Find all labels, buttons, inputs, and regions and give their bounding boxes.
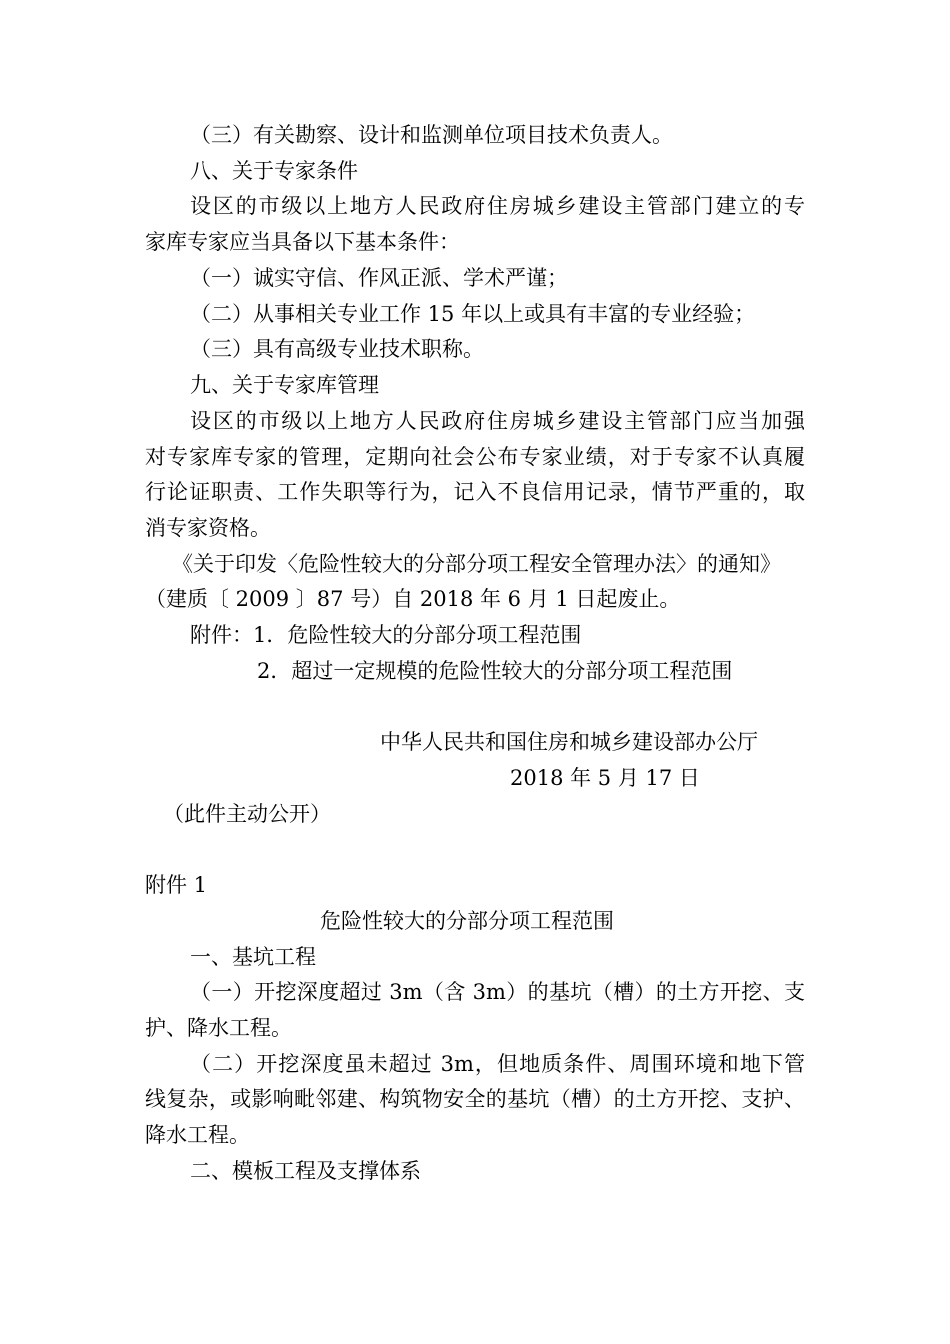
text-line: 对专家库专家的管理，定期向社会公布专家业绩，对于专家不认真履: [145, 445, 805, 469]
text-line: （一）诚实守信、作风正派、学术严谨；: [190, 266, 568, 290]
text-line: 降水工程。: [145, 1123, 250, 1147]
text-line: （二）从事相关专业工作 15 年以上或具有丰富的专业经验；: [190, 302, 756, 326]
text-line: 线复杂，或影响毗邻建、构筑物安全的基坑（槽）的土方开挖、支护、: [145, 1087, 805, 1111]
text-line: 设区的市级以上地方人民政府住房城乡建设主管部门应当加强: [190, 409, 805, 433]
section-heading: 八、关于专家条件: [190, 159, 358, 183]
text-line: （三）具有高级专业技术职称。: [190, 337, 484, 361]
text-line: 家库专家应当具备以下基本条件：: [145, 230, 460, 254]
attachment-label: 附件 1: [145, 873, 208, 897]
text-line: 《关于印发〈危险性较大的分部分项工程安全管理办法〉的通知》: [172, 552, 781, 576]
issuer-name: 中华人民共和国住房和城乡建设部办公厅: [380, 730, 758, 754]
text-line: （三）有关勘察、设计和监测单位项目技术负责人。: [190, 123, 673, 147]
text-line: （二）开挖深度虽未超过 3m，但地质条件、周围环境和地下管: [190, 1052, 805, 1076]
text-line: 消专家资格。: [145, 516, 271, 540]
attachment-list: 附件：1．危险性较大的分部分项工程范围: [190, 623, 582, 647]
text-line: （一）开挖深度超过 3m（含 3m）的基坑（槽）的土方开挖、支: [190, 980, 805, 1004]
text-line: （建质〔 2009 〕87 号）自 2018 年 6 月 1 日起废止。: [145, 587, 681, 611]
section-heading: 二、模板工程及支撑体系: [190, 1159, 421, 1183]
text-line: 设区的市级以上地方人民政府住房城乡建设主管部门建立的专: [190, 194, 805, 218]
disclosure-note: （此件主动公开）: [163, 802, 331, 826]
section-heading: 九、关于专家库管理: [190, 373, 379, 397]
text-line: 护、降水工程。: [145, 1016, 292, 1040]
section-heading: 一、基坑工程: [190, 945, 316, 969]
attachment-list: 2．超过一定规模的危险性较大的分部分项工程范围: [257, 659, 733, 683]
issue-date: 2018 年 5 月 17 日: [510, 766, 700, 790]
text-line: 行论证职责、工作失职等行为，记入不良信用记录，情节严重的，取: [145, 480, 805, 504]
attachment-title: 危险性较大的分部分项工程范围: [320, 909, 614, 933]
